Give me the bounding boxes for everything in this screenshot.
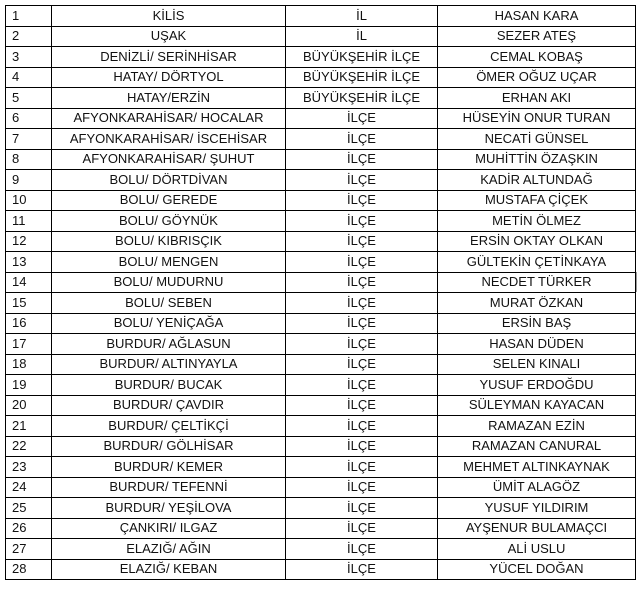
row-number-cell: 24 [6,477,52,498]
table-row [6,252,636,273]
person-name-cell: YUSUF YILDIRIM [438,498,636,519]
location-cell: BOLU/ GÖYNÜK [52,211,286,232]
row-number-cell: 3 [6,47,52,68]
unit-type-cell: İLÇE [286,498,438,519]
person-name-cell: KADİR ALTUNDAĞ [438,170,636,191]
person-name-cell: AYŞENUR BULAMAÇCI [438,518,636,539]
table-row [6,293,636,314]
person-name-cell: RAMAZAN EZİN [438,416,636,437]
table-row [6,518,636,539]
unit-type-cell: BÜYÜKŞEHİR İLÇE [286,67,438,88]
table-row [6,108,636,129]
person-name-cell: MUSTAFA ÇİÇEK [438,190,636,211]
row-number-cell: 8 [6,149,52,170]
row-number-cell: 7 [6,129,52,150]
unit-type-cell: İLÇE [286,149,438,170]
person-name-cell: YÜCEL DOĞAN [438,559,636,580]
row-number-cell: 28 [6,559,52,580]
location-cell: BURDUR/ ÇAVDIR [52,395,286,416]
table-row [6,477,636,498]
unit-type-cell: İLÇE [286,416,438,437]
person-name-cell: MUHİTTİN ÖZAŞKIN [438,149,636,170]
location-cell: KİLİS [52,6,286,27]
table-row [6,67,636,88]
location-cell: ELAZIĞ/ AĞIN [52,539,286,560]
table-row [6,313,636,334]
person-name-cell: HASAN KARA [438,6,636,27]
table-row [6,149,636,170]
unit-type-cell: İLÇE [286,231,438,252]
table-row [6,498,636,519]
row-number-cell: 2 [6,26,52,47]
unit-type-cell: İLÇE [286,129,438,150]
table-row [6,6,636,27]
location-cell: BOLU/ GEREDE [52,190,286,211]
location-cell: UŞAK [52,26,286,47]
table-row [6,539,636,560]
row-number-cell: 22 [6,436,52,457]
person-name-cell: ALİ USLU [438,539,636,560]
unit-type-cell: İLÇE [286,190,438,211]
unit-type-cell: İLÇE [286,293,438,314]
person-name-cell: ÖMER OĞUZ UÇAR [438,67,636,88]
table-row [6,457,636,478]
location-cell: BOLU/ SEBEN [52,293,286,314]
unit-type-cell: İLÇE [286,539,438,560]
person-name-cell: SÜLEYMAN KAYACAN [438,395,636,416]
row-number-cell: 23 [6,457,52,478]
location-cell: BOLU/ YENİÇAĞA [52,313,286,334]
row-number-cell: 11 [6,211,52,232]
table-row [6,375,636,396]
table-row [6,354,636,375]
table-row [6,272,636,293]
unit-type-cell: İLÇE [286,395,438,416]
unit-type-cell: İLÇE [286,375,438,396]
row-number-cell: 6 [6,108,52,129]
unit-type-cell: İL [286,26,438,47]
person-name-cell: MURAT ÖZKAN [438,293,636,314]
candidate-table [5,5,636,580]
person-name-cell: ERHAN AKI [438,88,636,109]
person-name-cell: HÜSEYİN ONUR TURAN [438,108,636,129]
row-number-cell: 4 [6,67,52,88]
person-name-cell: GÜLTEKİN ÇETİNKAYA [438,252,636,273]
location-cell: BOLU/ DÖRTDİVAN [52,170,286,191]
table-row [6,395,636,416]
location-cell: BURDUR/ AĞLASUN [52,334,286,355]
location-cell: BURDUR/ ALTINYAYLA [52,354,286,375]
person-name-cell: ERSİN BAŞ [438,313,636,334]
row-number-cell: 10 [6,190,52,211]
row-number-cell: 9 [6,170,52,191]
person-name-cell: SELEN KINALI [438,354,636,375]
row-number-cell: 16 [6,313,52,334]
unit-type-cell: İLÇE [286,334,438,355]
row-number-cell: 14 [6,272,52,293]
table-row [6,436,636,457]
location-cell: BOLU/ MUDURNU [52,272,286,293]
row-number-cell: 21 [6,416,52,437]
person-name-cell: RAMAZAN CANURAL [438,436,636,457]
unit-type-cell: İLÇE [286,108,438,129]
table-row [6,26,636,47]
location-cell: BURDUR/ KEMER [52,457,286,478]
location-cell: AFYONKARAHİSAR/ ŞUHUT [52,149,286,170]
person-name-cell: CEMAL KOBAŞ [438,47,636,68]
location-cell: HATAY/ DÖRTYOL [52,67,286,88]
location-cell: ÇANKIRI/ ILGAZ [52,518,286,539]
table-row [6,334,636,355]
page-edge-mark [636,272,637,292]
table-row [6,416,636,437]
row-number-cell: 26 [6,518,52,539]
row-number-cell: 1 [6,6,52,27]
location-cell: BOLU/ MENGEN [52,252,286,273]
unit-type-cell: İLÇE [286,170,438,191]
row-number-cell: 19 [6,375,52,396]
unit-type-cell: İLÇE [286,313,438,334]
row-number-cell: 18 [6,354,52,375]
unit-type-cell: İLÇE [286,436,438,457]
table-row [6,47,636,68]
row-number-cell: 20 [6,395,52,416]
unit-type-cell: İLÇE [286,211,438,232]
table-row [6,559,636,580]
location-cell: BURDUR/ BUCAK [52,375,286,396]
location-cell: HATAY/ERZİN [52,88,286,109]
unit-type-cell: İLÇE [286,518,438,539]
person-name-cell: HASAN DÜDEN [438,334,636,355]
row-number-cell: 27 [6,539,52,560]
unit-type-cell: İLÇE [286,252,438,273]
location-cell: DENİZLİ/ SERİNHİSAR [52,47,286,68]
unit-type-cell: İL [286,6,438,27]
table-row [6,190,636,211]
person-name-cell: ERSİN OKTAY OLKAN [438,231,636,252]
location-cell: BOLU/ KIBRISÇIK [52,231,286,252]
location-cell: BURDUR/ GÖLHİSAR [52,436,286,457]
person-name-cell: YUSUF ERDOĞDU [438,375,636,396]
person-name-cell: NECATİ GÜNSEL [438,129,636,150]
table-row [6,211,636,232]
location-cell: BURDUR/ YEŞİLOVA [52,498,286,519]
location-cell: BURDUR/ TEFENNİ [52,477,286,498]
row-number-cell: 12 [6,231,52,252]
row-number-cell: 17 [6,334,52,355]
person-name-cell: MEHMET ALTINKAYNAK [438,457,636,478]
row-number-cell: 5 [6,88,52,109]
candidate-table-body [6,6,636,580]
unit-type-cell: BÜYÜKŞEHİR İLÇE [286,88,438,109]
unit-type-cell: İLÇE [286,354,438,375]
table-row [6,129,636,150]
unit-type-cell: İLÇE [286,559,438,580]
table-row [6,231,636,252]
person-name-cell: NECDET TÜRKER [438,272,636,293]
table-row [6,88,636,109]
unit-type-cell: İLÇE [286,272,438,293]
table-row [6,170,636,191]
unit-type-cell: İLÇE [286,477,438,498]
person-name-cell: SEZER ATEŞ [438,26,636,47]
person-name-cell: ÜMİT ALAGÖZ [438,477,636,498]
unit-type-cell: BÜYÜKŞEHİR İLÇE [286,47,438,68]
row-number-cell: 15 [6,293,52,314]
row-number-cell: 13 [6,252,52,273]
location-cell: AFYONKARAHİSAR/ İSCEHİSAR [52,129,286,150]
location-cell: BURDUR/ ÇELTİKÇİ [52,416,286,437]
person-name-cell: METİN ÖLMEZ [438,211,636,232]
row-number-cell: 25 [6,498,52,519]
location-cell: AFYONKARAHİSAR/ HOCALAR [52,108,286,129]
location-cell: ELAZIĞ/ KEBAN [52,559,286,580]
unit-type-cell: İLÇE [286,457,438,478]
